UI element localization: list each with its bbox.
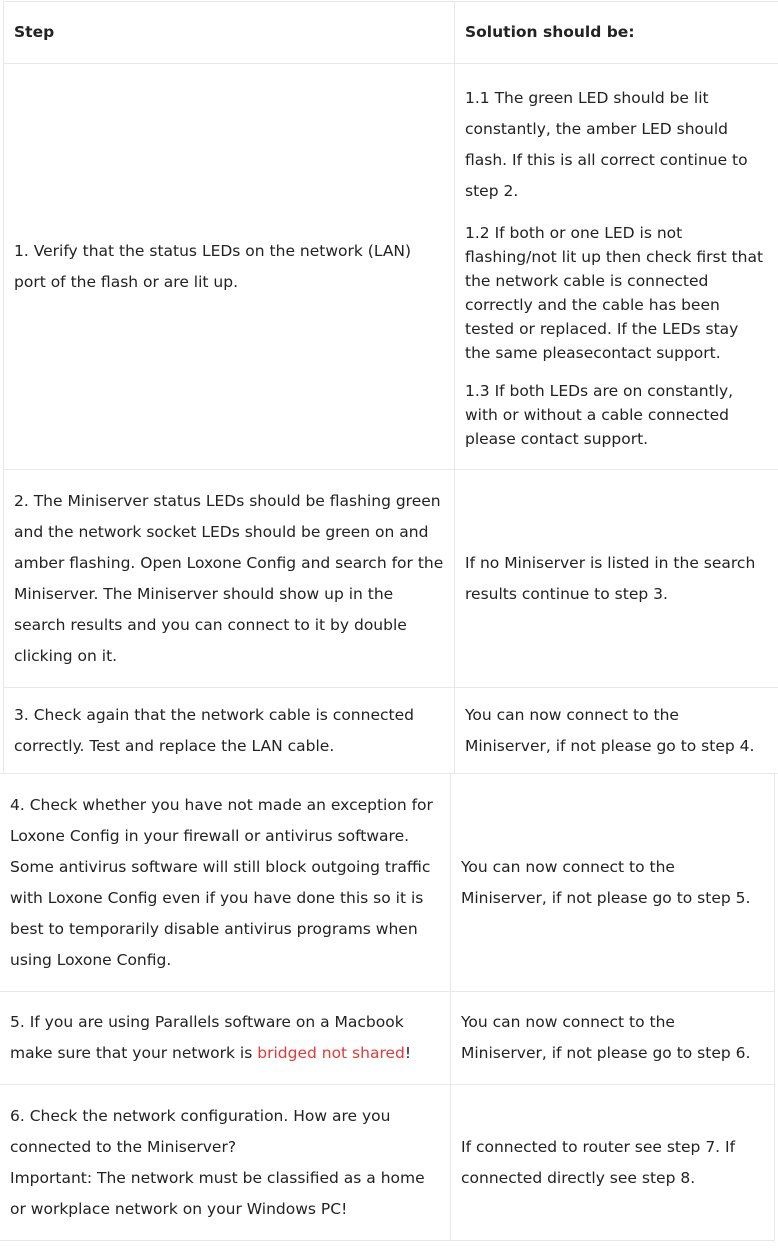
solution-4-cell: You can now connect to the Miniserver, if not please go to step 5. [451, 774, 775, 992]
step-6-cell [0, 1085, 451, 1241]
step-1-cell: 1. Verify that the status LEDs on the network (LAN) port of the flash or are lit up. [4, 64, 455, 470]
solution-1-2: 1.2 If both or one LED is not flashing/not lit up then check first that the network cable is connected correctly and the cable has been tested or replaced. If the LEDs stay the same pleasecontact support. [465, 223, 764, 362]
troubleshooting-table-top [3, 1, 778, 774]
solution-2-cell: If no Miniserver is listed in the search results continue to step 3. [455, 470, 778, 688]
step-5-cell [0, 992, 451, 1085]
step-6-important: Important: The network must be classified as a home or workplace network on your Windows PC! [10, 1168, 425, 1218]
step-5-text: 5. If you are using Parallels software on a Macbook make sure that your network is [10, 1013, 404, 1062]
step-5-end: ! [404, 1044, 412, 1062]
table-row [4, 688, 778, 774]
step-3-cell: 3. Check again that the network cable is connected correctly. Test and replace the LAN cable. [4, 688, 455, 774]
solution-6-cell: If connected to router see step 7. If connected directly see step 8. [451, 1085, 775, 1241]
table-row [0, 1085, 775, 1241]
troubleshooting-table-bottom [0, 773, 775, 1241]
solution-1-cell [455, 64, 778, 470]
step-4-cell: 4. Check whether you have not made an exception for Loxone Config in your firewall or antivirus software. Some antivirus software will still block outgoing traffic with Loxone Config even if you have done this so it is best to temporarily disable antivirus programs when using Loxone Config. [0, 774, 451, 992]
bridged-not-shared-highlight: bridged not shared [257, 1044, 405, 1062]
table-row [4, 64, 778, 470]
table-row [0, 992, 775, 1085]
table-header-row [4, 2, 778, 64]
header-step: Step [4, 2, 455, 64]
header-solution: Solution should be: [455, 2, 778, 64]
step-2-cell: 2. The Miniserver status LEDs should be flashing green and the network socket LEDs should be green on and amber flashing. Open Loxone Config and search for the Miniserver. The Miniserver should show up in the search results and you can connect to it by double clicking on it. [4, 470, 455, 688]
solution-5-cell: You can now connect to the Miniserver, if not please go to step 6. [451, 992, 775, 1085]
table-row [0, 774, 775, 992]
solution-1-3: 1.3 If both LEDs are on constantly, with or without a cable connected please contact support. [465, 381, 734, 448]
step-6-question: 6. Check the network configuration. How are you connected to the Miniserver? [10, 1106, 391, 1156]
solution-1-1: 1.1 The green LED should be lit constantly, the amber LED should flash. If this is all correct continue to step 2. [465, 88, 748, 200]
solution-3-cell: You can now connect to the Miniserver, if not please go to step 4. [455, 688, 778, 774]
table-row [4, 470, 778, 688]
